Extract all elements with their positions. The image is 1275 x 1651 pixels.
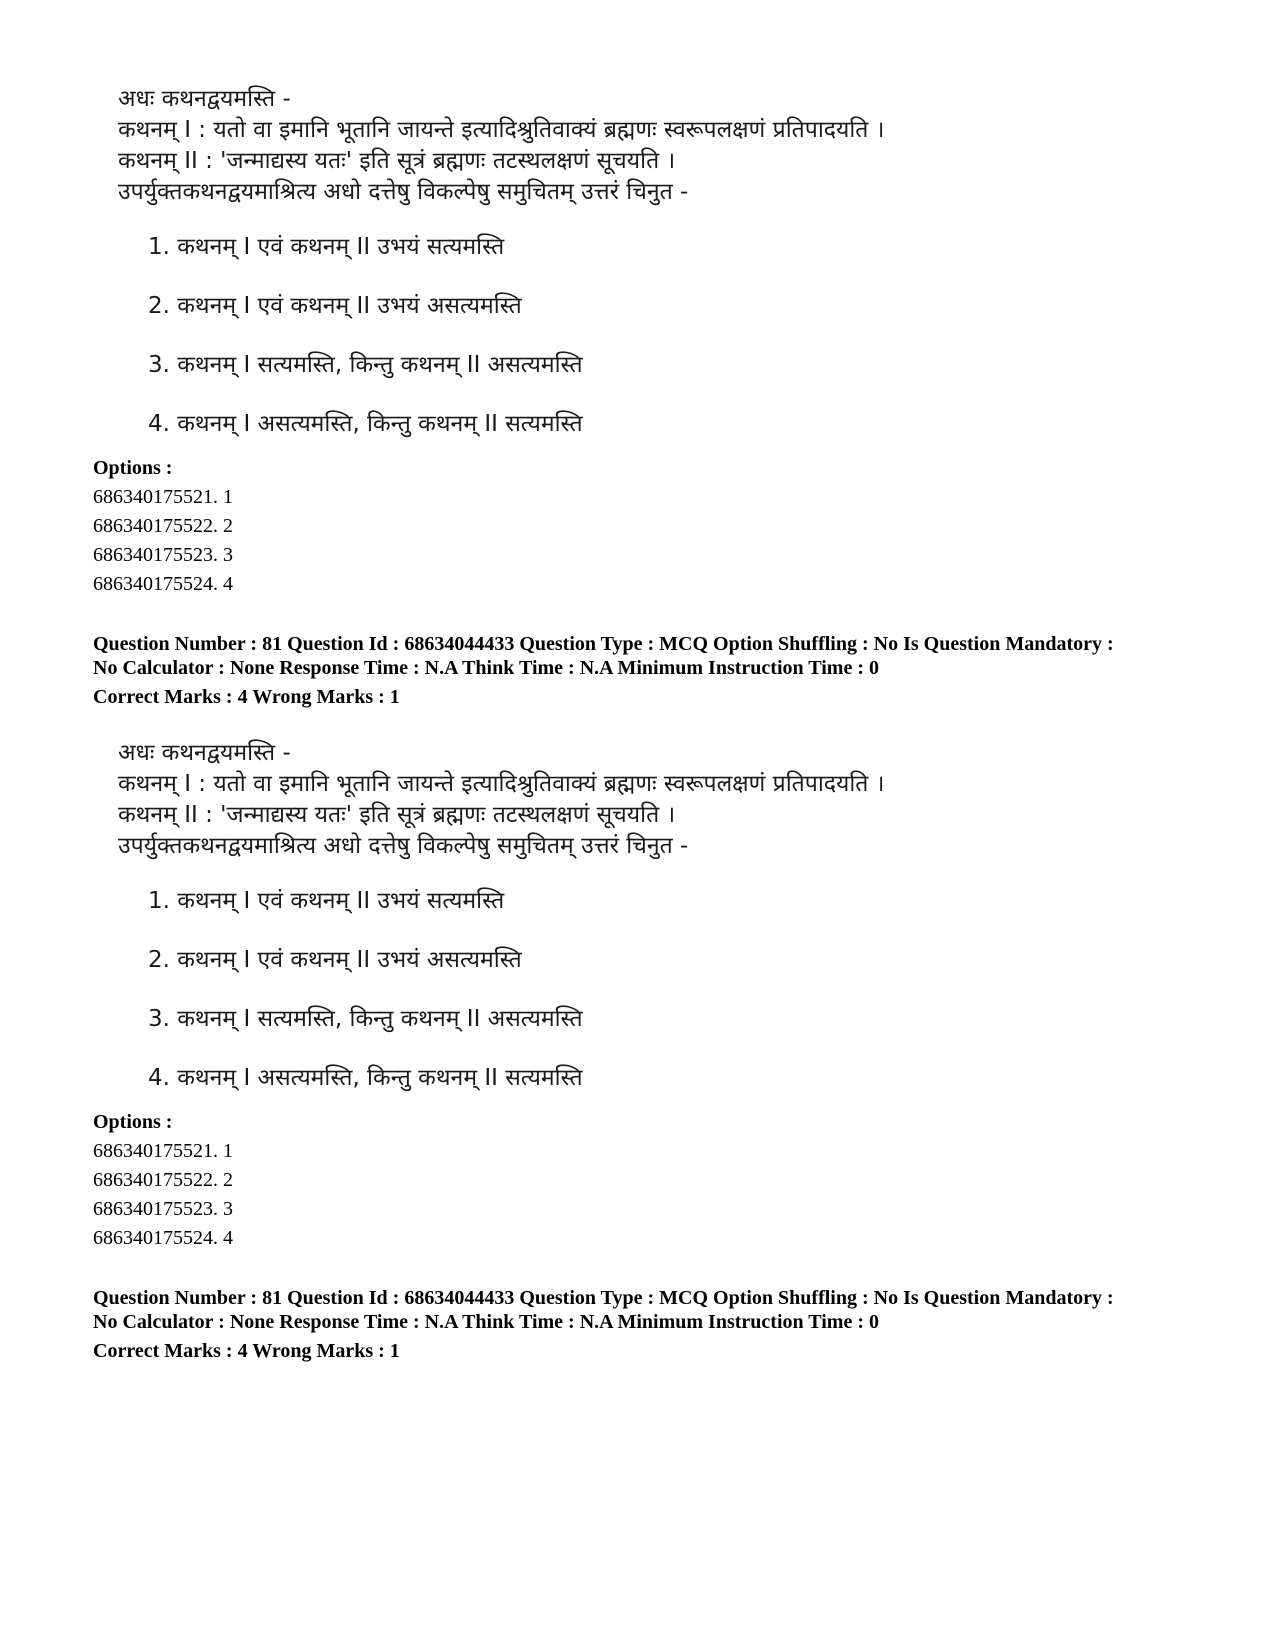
question-image-1 <box>118 84 1118 440</box>
options-list-2 <box>93 1108 993 1253</box>
option-item: 686340175524. 4 <box>93 1227 233 1249</box>
marks-line: Correct Marks : 4 Wrong Marks : 1 <box>93 686 400 708</box>
option-item: 686340175522. 2 <box>93 515 233 537</box>
question-line: कथनम् I : यतो वा इमानि भूतानि जायन्ते इत्यादिश्रुतिवाक्यं ब्रह्मणः स्वरूपलक्षणं प्रतिपादयति । <box>118 771 885 797</box>
meta-line: No Calculator : None Response Time : N.A Think Time : N.A Minimum Instruction Time : 0 <box>93 1311 879 1333</box>
meta-line: Question Number : 81 Question Id : 68634044433 Question Type : MCQ Option Shuffling : No Is Question Mandatory : <box>93 1287 1114 1309</box>
question-line: कथनम् I : यतो वा इमानि भूतानि जायन्ते इत्यादिश्रुतिवाक्यं ब्रह्मणः स्वरूपलक्षणं प्रतिपादयति । <box>118 117 885 143</box>
options-heading: Options : <box>93 457 173 479</box>
question-line: कथनम् II : 'जन्माद्यस्य यतः' इति सूत्रं ब्रह्मणः तटस्थलक्षणं सूचयति । <box>118 148 676 174</box>
question-choice: 2. कथनम् I एवं कथनम् II उभयं असत्यमस्ति <box>148 293 522 319</box>
option-item: 686340175521. 1 <box>93 1140 233 1162</box>
meta-line: No Calculator : None Response Time : N.A Think Time : N.A Minimum Instruction Time : 0 <box>93 657 879 679</box>
question-choice: 1. कथनम् I एवं कथनम् II उभयं सत्यमस्ति <box>148 234 505 260</box>
question-meta-2 <box>93 1286 1203 1363</box>
question-choice: 3. कथनम् I सत्यमस्ति, किन्तु कथनम् II असत्यमस्ति <box>148 1006 583 1032</box>
question-image-2 <box>118 738 1118 1094</box>
option-item: 686340175523. 3 <box>93 544 233 566</box>
question-line: कथनम् II : 'जन्माद्यस्य यतः' इति सूत्रं ब्रह्मणः तटस्थलक्षणं सूचयति । <box>118 802 676 828</box>
option-item: 686340175523. 3 <box>93 1198 233 1220</box>
question-choice: 3. कथनम् I सत्यमस्ति, किन्तु कथनम् II असत्यमस्ति <box>148 352 583 378</box>
question-choice: 1. कथनम् I एवं कथनम् II उभयं सत्यमस्ति <box>148 888 505 914</box>
question-choice: 2. कथनम् I एवं कथनम् II उभयं असत्यमस्ति <box>148 947 522 973</box>
question-line: अधः कथनद्वयमस्ति - <box>118 86 291 112</box>
question-line: उपर्युक्तकथनद्वयमाश्रित्य अधो दत्तेषु विकल्पेषु समुचितम् उत्तरं चिनुत - <box>118 179 689 205</box>
option-item: 686340175521. 1 <box>93 486 233 508</box>
options-list-1 <box>93 454 993 599</box>
option-item: 686340175524. 4 <box>93 573 233 595</box>
question-line: उपर्युक्तकथनद्वयमाश्रित्य अधो दत्तेषु विकल्पेषु समुचितम् उत्तरं चिनुत - <box>118 833 689 859</box>
question-choice: 4. कथनम् I असत्यमस्ति, किन्तु कथनम् II सत्यमस्ति <box>148 1065 583 1091</box>
meta-line: Question Number : 81 Question Id : 68634044433 Question Type : MCQ Option Shuffling : No Is Question Mandatory : <box>93 633 1114 655</box>
option-item: 686340175522. 2 <box>93 1169 233 1191</box>
question-choice: 4. कथनम् I असत्यमस्ति, किन्तु कथनम् II सत्यमस्ति <box>148 411 583 437</box>
marks-line: Correct Marks : 4 Wrong Marks : 1 <box>93 1340 400 1362</box>
question-meta-1 <box>93 632 1203 709</box>
question-line: अधः कथनद्वयमस्ति - <box>118 740 291 766</box>
options-heading: Options : <box>93 1111 173 1133</box>
